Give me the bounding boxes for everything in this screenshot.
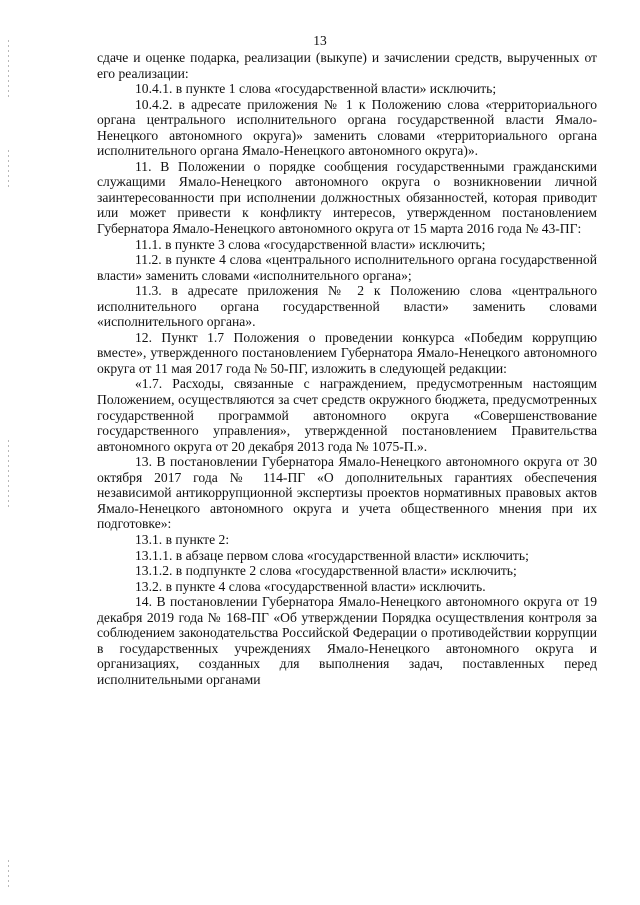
paragraph-11: 11. В Положении о порядке сообщения государственными гражданскими служащими Ямало-Ненецкого автономного округа о возникновении личной заинтересованности при исполнении должностных обязанностей, которая приводит или может привести к конфликту интересов, утвержденном постановлением Губернатора Ямало-Ненецкого автономного округа от 15 марта 2016 года № 43-ПГ: bbox=[97, 158, 597, 237]
document-body bbox=[97, 50, 597, 687]
scan-edge-mark bbox=[8, 440, 9, 510]
paragraph-12-quote: «1.7. Расходы, связанные с награждением, предусмотренным настоящим Положением, осуществляются за счет средств окружного бюджета, предусмотренных государственной программой автономного округа «Совершенствование государственного управления», утвержденной постановлением Правительства автономного округа от 20 декабря 2013 года № 1075-П.». bbox=[97, 376, 597, 454]
paragraph-13-1-2: 13.1.2. в подпункте 2 слова «государственной власти» исключить; bbox=[135, 563, 517, 579]
scan-edge-mark bbox=[8, 40, 9, 100]
paragraph-13-2: 13.2. в пункте 4 слова «государственной власти» исключить. bbox=[135, 578, 486, 594]
scan-edge-mark bbox=[8, 150, 9, 190]
paragraph-11-2: 11.2. в пункте 4 слова «центрального исполнительного органа государственной власти» заменить словами «исполнительного органа»; bbox=[97, 252, 597, 283]
paragraph-11-1: 11.1. в пункте 3 слова «государственной власти» исключить; bbox=[135, 236, 486, 252]
scan-edge-mark bbox=[8, 860, 9, 890]
page-number: 13 bbox=[313, 33, 327, 48]
paragraph-11-3: 11.3. в адресате приложения № 2 к Положению слова «центрального исполнительного органа государственной власти» заменить словами «исполнительного органа». bbox=[97, 283, 597, 330]
paragraph-10-4-1: 10.4.1. в пункте 1 слова «государственной власти» исключить; bbox=[135, 81, 497, 97]
paragraph-14: 14. В постановлении Губернатора Ямало-Ненецкого автономного округа от 19 декабря 2019 года № 168-ПГ «Об утверждении Порядка осуществления контроля за соблюдением законодательства Российской Федерации о противодействии коррупции в государственных учреждениях Ямало-Ненецкого автономного округа и организациях, созданных для выполнения задач, поставленных перед исполнительными органами bbox=[97, 594, 597, 687]
paragraph-13-1: 13.1. в пункте 2: bbox=[135, 531, 230, 547]
paragraph-continuation: сдаче и оценке подарка, реализации (выкупе) и зачислении средств, вырученных от его реализации: bbox=[97, 50, 597, 81]
paragraph-12: 12. Пункт 1.7 Положения о проведении конкурса «Победим коррупцию вместе», утвержденного постановлением Губернатора Ямало-Ненецкого автономного округа от 11 мая 2017 года № 50-ПГ, изложить в следующей редакции: bbox=[97, 329, 597, 376]
paragraph-10-4-2: 10.4.2. в адресате приложения № 1 к Положению слова «территориального органа центрального исполнительного органа государственной власти Ямало-Ненецкого автономного округа)» заменить словами «территориального органа исполнительного органа Ямало-Ненецкого автономного округа)». bbox=[97, 96, 597, 159]
paragraph-13-1-1: 13.1.1. в абзаце первом слова «государственной власти» исключить; bbox=[135, 547, 529, 563]
paragraph-13: 13. В постановлении Губернатора Ямало-Ненецкого автономного округа от 30 октября 2017 года № 114-ПГ «О дополнительных гарантиях обеспечения независимой антикоррупционной экспертизы проектов нормативных правовых актов Ямало-Ненецкого автономного округа и учета общественного мнения при их подготовке»: bbox=[97, 454, 597, 532]
